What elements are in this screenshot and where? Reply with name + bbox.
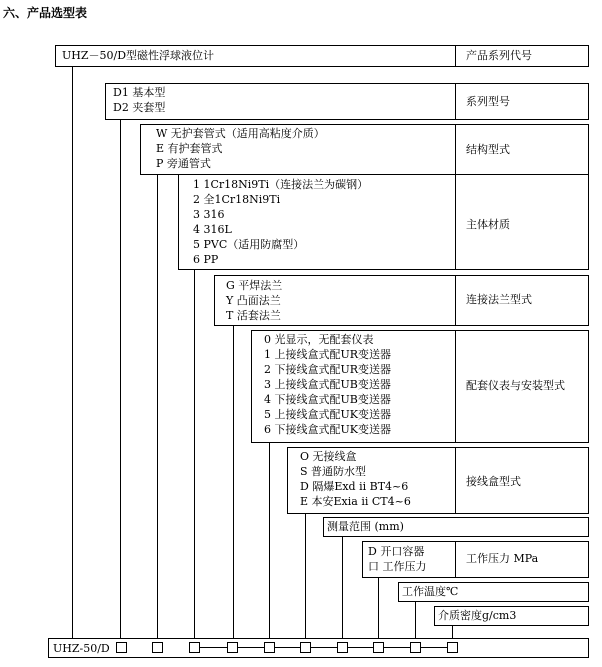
instrument-item: 3 上接线盒式配UB变送器 (264, 378, 391, 391)
code-separator (238, 647, 264, 648)
code-separator (348, 647, 373, 648)
material-item: 1 1Cr18Ni9Ti（连接法兰为碳钢） (193, 178, 369, 191)
instrument-item: 1 上接线盒式配UR变送器 (264, 348, 392, 361)
material-item: 4 316L (193, 223, 232, 236)
connector-line-junction (269, 442, 270, 638)
row-divider (455, 83, 456, 120)
pressure-item: D 开口容器 (368, 545, 425, 558)
code-separator (421, 647, 447, 648)
structure-label: 结构型式 (466, 143, 510, 156)
junction-label: 接线盒型式 (466, 475, 521, 488)
flange-label: 连接法兰型式 (466, 293, 532, 306)
product-name: UHZ－50/D型磁性浮球液位计 (62, 49, 215, 62)
series-item: D2 夹套型 (113, 101, 166, 114)
instrument-item: 4 下接线盒式配UB变送器 (264, 393, 391, 406)
code-slot (300, 642, 311, 653)
connector-line-material (157, 174, 158, 638)
connector-line-structure (120, 118, 121, 638)
code-slot (373, 642, 384, 653)
connector-line-instrument (233, 326, 234, 638)
code-separator (275, 647, 300, 648)
junction-item: D 隔爆Exd ii BT4~6 (300, 480, 409, 493)
temperature-label: 工作温度℃ (402, 585, 459, 598)
code-slot (337, 642, 348, 653)
code-separator (200, 647, 227, 648)
flange-item: G 平焊法兰 (226, 279, 283, 292)
instrument-item: 0 光显示，无配套仪表 (264, 333, 374, 346)
junction-item: S 普通防水型 (300, 465, 367, 478)
row-divider (455, 174, 456, 270)
code-row (48, 638, 589, 658)
structure-item: W 无护套管式（适用高粘度介质） (156, 127, 325, 140)
product-series-label: 产品系列代号 (466, 49, 532, 62)
page-title: 六、产品选型表 (3, 6, 88, 20)
density-label: 介质密度g/cm3 (438, 609, 517, 622)
code-slot (447, 642, 458, 653)
series-label: 系列型号 (466, 95, 510, 108)
code-slot (227, 642, 238, 653)
material-item: 6 PP (193, 253, 219, 266)
code-slot (189, 642, 200, 653)
structure-item: P 旁通管式 (156, 157, 211, 170)
code-slot (410, 642, 421, 653)
junction-item: O 无接线盒 (300, 450, 357, 463)
connector-line-pressure (342, 536, 343, 638)
range-label: 测量范围 (mm) (327, 520, 404, 533)
pressure-label: 工作压力 MPa (466, 552, 539, 565)
instrument-label: 配套仪表与安装型式 (466, 379, 565, 392)
code-separator (384, 647, 410, 648)
material-item: 5 PVC（适用防腐型） (193, 238, 305, 251)
model-code: UHZ-50/D (53, 642, 110, 655)
code-separator (311, 647, 337, 648)
code-slot (152, 642, 163, 653)
connector-line-flange (194, 270, 195, 638)
structure-item: E 有护套管式 (156, 142, 223, 155)
code-slot (264, 642, 275, 653)
connector-line-series (72, 66, 73, 638)
material-item: 3 316 (193, 208, 225, 221)
material-label: 主体材质 (466, 218, 510, 231)
connector-line-end (452, 626, 453, 638)
row-divider (455, 330, 456, 443)
instrument-item: 2 下接线盒式配UR变送器 (264, 363, 392, 376)
row-divider (455, 124, 456, 175)
flange-item: Y 凸面法兰 (226, 294, 281, 307)
instrument-item: 5 上接线盒式配UK变送器 (264, 408, 391, 421)
connector-line-temperature (378, 578, 379, 638)
junction-item: E 本安Exia ii CT4~6 (300, 495, 411, 508)
pressure-item: 口 工作压力 (368, 560, 427, 573)
row-divider (455, 275, 456, 326)
connector-line-density (415, 602, 416, 638)
connector-line-range (305, 514, 306, 638)
row-divider (455, 447, 456, 514)
material-item: 2 全1Cr18Ni9Ti (193, 193, 281, 206)
row-divider (455, 45, 456, 67)
row-divider (455, 541, 456, 578)
series-item: D1 基本型 (113, 86, 166, 99)
instrument-item: 6 下接线盒式配UK变送器 (264, 423, 391, 436)
code-slot (116, 642, 127, 653)
flange-item: T 活套法兰 (226, 309, 281, 322)
series-box (105, 83, 589, 120)
